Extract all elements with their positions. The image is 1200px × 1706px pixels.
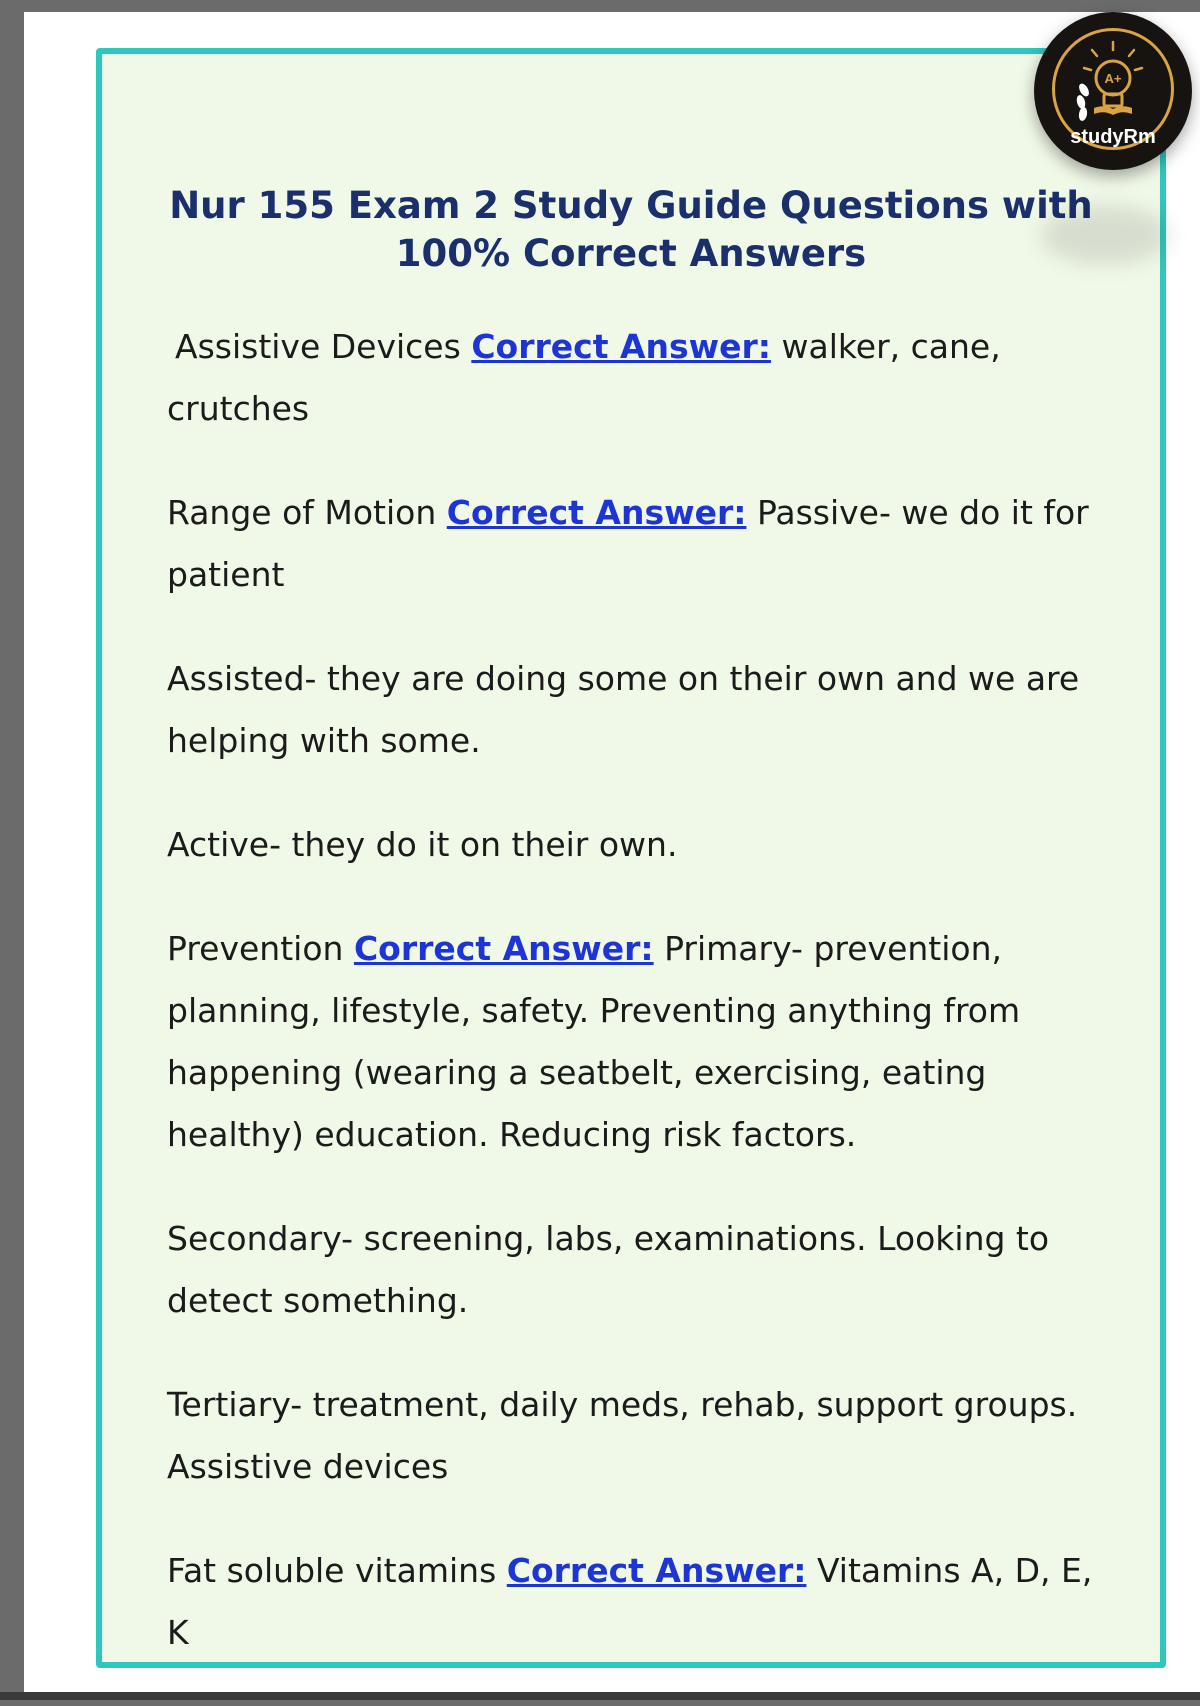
correct-answer-link[interactable]: Correct Answer: bbox=[506, 1551, 807, 1590]
qa-text: Active- they do it on their own. bbox=[167, 825, 678, 864]
viewer-bottom-edge bbox=[0, 1692, 1200, 1700]
qa-entry bbox=[167, 482, 1097, 606]
qa-entry bbox=[167, 1540, 1097, 1664]
correct-answer-link[interactable]: Correct Answer: bbox=[446, 493, 747, 532]
qa-text: Secondary- screening, labs, examinations. Looking to detect something. bbox=[167, 1219, 1050, 1320]
svg-text:A+: A+ bbox=[1104, 71, 1122, 86]
qa-list bbox=[167, 316, 1097, 1706]
qa-entry bbox=[167, 316, 1097, 440]
entry-answer: Primary- prevention, planning, lifestyle, safety. Preventing anything from happening (wearing a seatbelt, exercising, eating healthy) education. Reducing risk factors. bbox=[167, 929, 1021, 1154]
brand-name: studyRm bbox=[1070, 126, 1156, 148]
correct-answer-link[interactable]: Correct Answer: bbox=[471, 327, 771, 366]
correct-answer-link[interactable]: Correct Answer: bbox=[353, 929, 654, 968]
page-title bbox=[102, 182, 1160, 278]
logo-shadow bbox=[1040, 205, 1170, 265]
qa-entry bbox=[167, 918, 1097, 1166]
qa-text: Tertiary- treatment, daily meds, rehab, support groups. Assistive devices bbox=[167, 1385, 1078, 1486]
entry-term: Prevention bbox=[167, 929, 344, 968]
entry-term: Assistive Devices bbox=[175, 327, 461, 366]
qa-text: Assisted- they are doing some on their own and we are helping with some. bbox=[167, 659, 1080, 760]
document-page bbox=[24, 12, 1200, 1692]
content-frame bbox=[96, 48, 1166, 1668]
studyrm-logo bbox=[1034, 12, 1192, 170]
title-line-1: Nur 155 Exam 2 Study Guide Questions with bbox=[169, 184, 1093, 227]
title-line-2: 100% Correct Answers bbox=[395, 232, 867, 275]
entry-term: Range of Motion bbox=[167, 493, 437, 532]
entry-answer: Vitamins A, D, E, K bbox=[167, 1551, 1093, 1652]
entry-term: Fat soluble vitamins bbox=[167, 1551, 497, 1590]
entry-answer: walker, cane, crutches bbox=[167, 327, 1001, 428]
entry-answer: Passive- we do it for patient bbox=[167, 493, 1089, 594]
